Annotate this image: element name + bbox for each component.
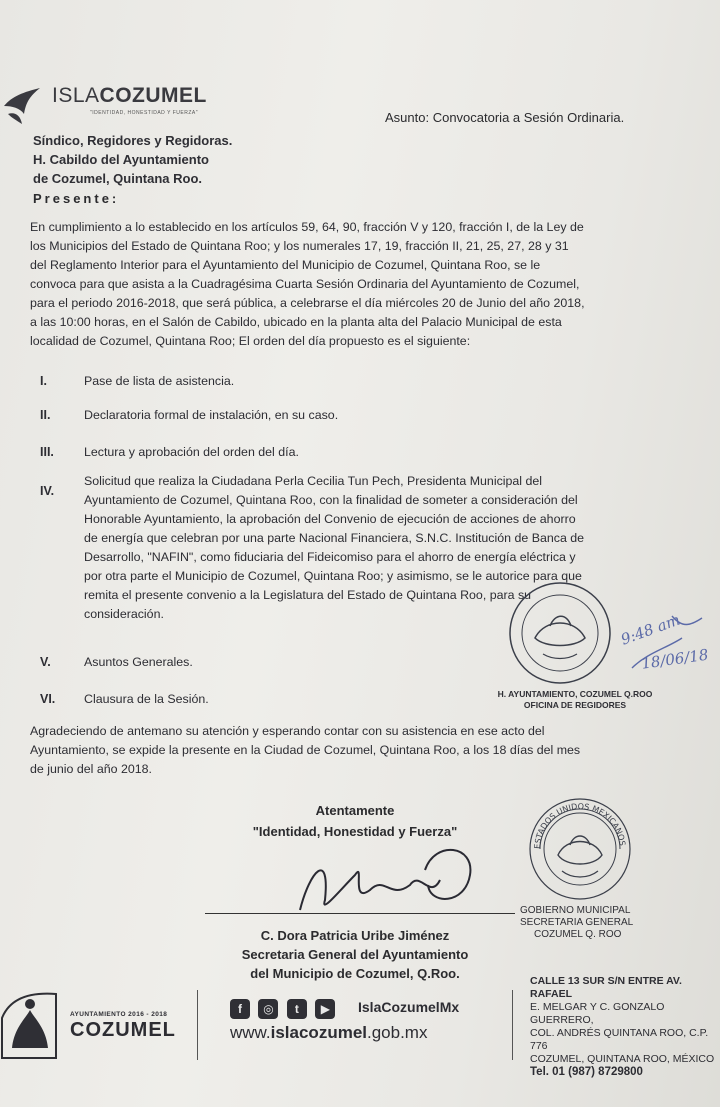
agenda-number: III.: [40, 445, 54, 459]
addressee-line-3: de Cozumel, Quintana Roo.: [33, 171, 203, 186]
closing-line: Ayuntamiento, se expide la presente en la Ciudad de Cozumel, Quintana Roo, a los 18 días del mes: [30, 743, 581, 757]
svg-text:ESTADOS UNIDOS MEXICANOS: ESTADOS UNIDOS MEXICANOS: [532, 801, 627, 850]
addressee-line-2: H. Cabildo del Ayuntamiento: [33, 152, 209, 167]
greeting: Presente:: [33, 191, 120, 206]
agenda-item-text: Desarrollo, "NAFIN", como fiduciaria del Fideicomiso para el ahorro de energía eléctrica y: [84, 550, 576, 564]
intro-line: los Municipios del Estado de Quintana Roo; y los numerales 17, 19, fracción II, 21, 25, 27, 28 y 31: [30, 239, 569, 253]
signature-motto: "Identidad, Honestidad y Fuerza": [252, 824, 458, 839]
agenda-item-text: por otra parte el Municipio de Cozumel, Quintana Roo; y asimismo, se le autorice para que: [84, 569, 582, 583]
facebook-icon[interactable]: f: [230, 999, 250, 1019]
address-line: E. MELGAR Y C. GONZALO GUERRERO,: [530, 1001, 665, 1026]
received-stamp-line-2: OFICINA DE REGIDORES: [523, 700, 627, 710]
bird-logo-icon: [2, 84, 42, 128]
agenda-item-text: Ayuntamiento de Cozumel, Quintana Roo, con la finalidad de someter a consideración del: [84, 493, 578, 507]
footer-divider: [512, 990, 513, 1060]
intro-line: a las 10:00 horas, en el Salón de Cabildo, ubicado en la planta alta del Palacio Municipal de esta: [30, 315, 562, 329]
agenda-number: I.: [40, 374, 47, 388]
agenda-number: VI.: [40, 692, 56, 706]
signatory-title-1: Secretaria General del Ayuntamiento: [241, 947, 469, 962]
agenda-item-text: Clausura de la Sesión.: [84, 692, 209, 706]
signatory-title-2: del Municipio de Cozumel, Q.Roo.: [250, 966, 460, 981]
received-stamp-label: [480, 689, 670, 711]
address-line: COL. ANDRÉS QUINTANA ROO, C.P. 776: [530, 1027, 709, 1052]
intro-line: del Reglamento Interior para el Ayuntamiento del Municipio de Cozumel, Quintana Roo, se le: [30, 258, 541, 272]
social-icons: [230, 999, 335, 1019]
social-handle[interactable]: IslaCozumelMx: [358, 999, 460, 1015]
official-seal-icon: [526, 795, 634, 903]
intro-line: convoca para que asista a la Cuadragésima Cuarta Sesión Ordinaria del Ayuntamiento de Cozumel,: [30, 277, 580, 291]
agenda-item-text: Honorable Ayuntamiento, la aprobación del Convenio de ejecución de acciones de ahorro: [84, 512, 576, 526]
agenda-item-text: Pase de lista de asistencia.: [84, 374, 235, 388]
attentively-label: Atentamente: [315, 803, 395, 818]
youtube-icon[interactable]: ▶: [315, 999, 335, 1019]
instagram-icon[interactable]: ◎: [258, 999, 278, 1019]
seal-line-3: COZUMEL Q. ROO: [534, 929, 622, 940]
subject-line: Asunto: Convocatoria a Sesión Ordinaria.: [385, 110, 625, 125]
agenda-number: V.: [40, 655, 51, 669]
intro-line: En cumplimiento a lo establecido en los artículos 59, 64, 90, fracción V y 120, fracción I, de la Ley de: [30, 220, 584, 234]
received-seal-emblem-icon: [505, 578, 615, 688]
seal-line-2: SECRETARIA GENERAL: [520, 917, 634, 928]
seal-line-1: GOBIERNO MUNICIPAL: [520, 905, 631, 916]
footer-brand: COZUMEL: [70, 1019, 176, 1041]
logo-wordmark: ISLACOZUMEL: [52, 84, 207, 107]
website-link[interactable]: www.islacozumel.gob.mx: [230, 1023, 428, 1042]
footer-address: [530, 975, 720, 1079]
agenda-item-text: Lectura y aprobación del orden del día.: [84, 445, 299, 459]
seal-caption: [520, 905, 670, 941]
handwritten-signature: [270, 830, 490, 920]
agenda-item-text: Asuntos Generales.: [84, 655, 193, 669]
cozumel-crest-icon: [0, 988, 58, 1060]
agenda-number: II.: [40, 408, 51, 422]
svg-text:18/06/18: 18/06/18: [640, 645, 710, 673]
intro-line: para el periodo 2016-2018, que será pública, a celebrarse el día miércoles 20 de Junio del año 2018,: [30, 296, 585, 310]
signature-line: [205, 913, 515, 914]
agenda-item-text: de energía que celebran por una parte Nacional Financiera, S.N.C. Institución de Banca de: [84, 531, 585, 545]
agenda-item-text: consideración.: [84, 607, 164, 621]
admin-period-label: AYUNTAMIENTO 2016 - 2018: [70, 1011, 168, 1018]
logo-tagline: "IDENTIDAD, HONESTIDAD Y FUERZA": [90, 110, 198, 116]
closing-line: Agradeciendo de antemano su atención y esperando contar con su asistencia en ese acto del: [30, 724, 545, 738]
address-line: CALLE 13 SUR S/N ENTRE AV. RAFAEL: [530, 975, 682, 1000]
svg-text:9:48 am: 9:48 am: [618, 610, 683, 649]
footer-divider: [197, 990, 198, 1060]
agenda-item-text: Declaratoria formal de instalación, en su caso.: [84, 408, 339, 422]
twitter-icon[interactable]: t: [287, 999, 307, 1019]
agenda-item-text: remita el presente convenio a la Legislatura del Estado de Quintana Roo, para su: [84, 588, 532, 602]
agenda-item-text: Solicitud que realiza la Ciudadana Perla Cecilia Tun Pech, Presidenta Municipal del: [84, 474, 543, 488]
agenda-number: IV.: [40, 484, 55, 498]
addressee-line-1: Síndico, Regidores y Regidoras.: [33, 133, 233, 148]
signatory-name: C. Dora Patricia Uribe Jiménez: [260, 928, 450, 943]
intro-line: localidad de Cozumel, Quintana Roo; El orden del día propuesto es el siguiente:: [30, 334, 471, 348]
closing-line: de junio del año 2018.: [30, 762, 152, 776]
handwritten-received-note: [612, 598, 717, 678]
received-stamp-line-1: H. AYUNTAMIENTO, COZUMEL Q.ROO: [497, 689, 653, 699]
phone-number: Tel. 01 (987) 8729800: [530, 1066, 643, 1078]
address-line: COZUMEL, QUINTANA ROO, MÉXICO: [530, 1053, 715, 1065]
